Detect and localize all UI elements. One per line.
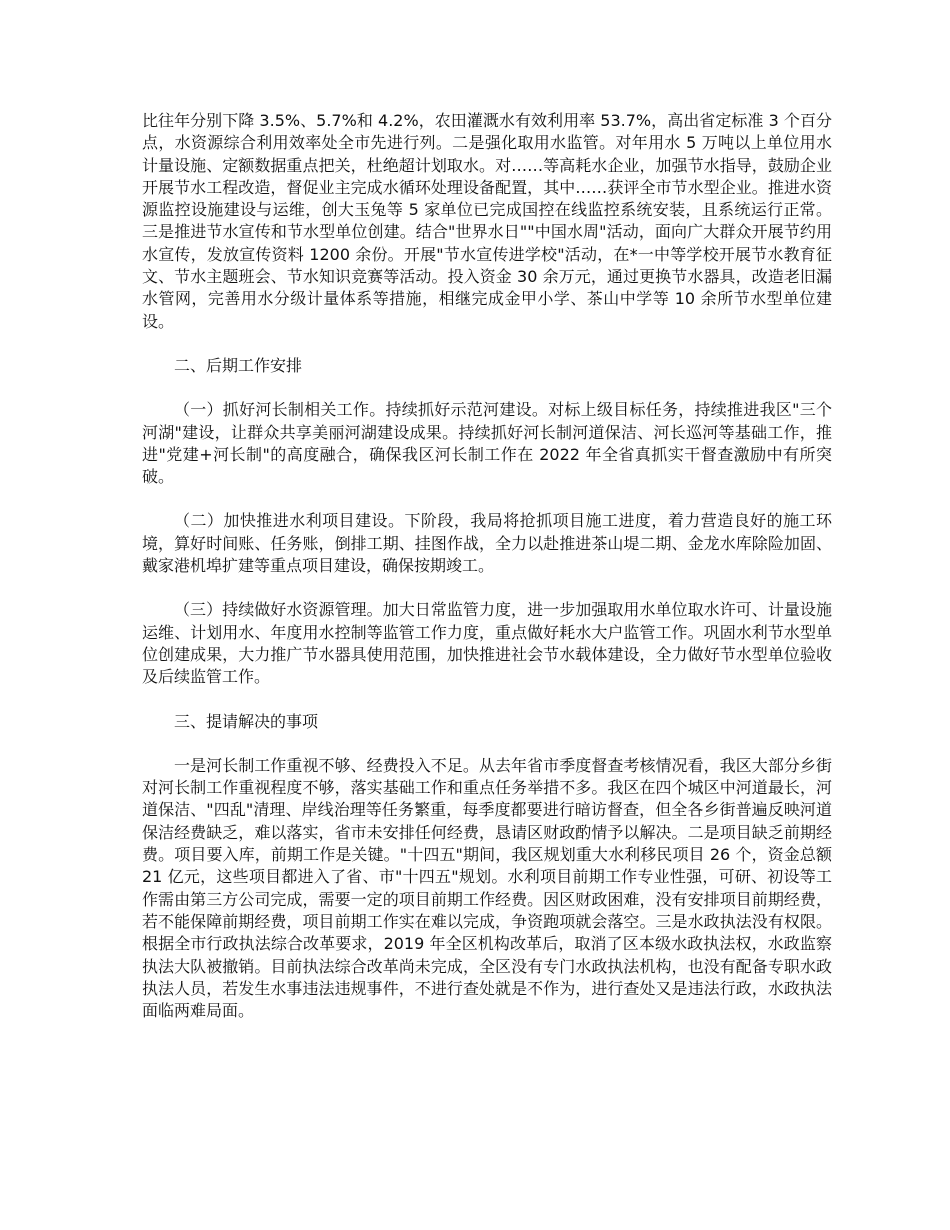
section-heading: 三、提请解决的事项 <box>174 711 319 731</box>
body-paragraph: 比往年分别下降 3.5%、5.7%和 4.2%，农田灌溉水有效利用率 53.7%，高出省定标准 3 个百分点，水资源综合利用效率处全市先进行列。二是强化取用水监管。对年用水 5 万吨以上单位用水计量设施、定额数据重点把关，杜绝超计划取水。对……等高耗水企业，加强节水指导，鼓励企业开展节水工程改造，督促业主完成水循环处理设备配置，其中……获评全市节水型企业。推进水资源监控设施建设与运维，创大玉兔等 5 家单位已完成国控在线监控系统安装，且系统运行正常。三是推进节水宣传和节水型单位创建。结合"世界水日""中国水周"活动，面向广大群众开展节约用水宣传，发放宣传资料 1200 余份。开展"节水宣传进学校"活动，在*一中等学校开展节水教育征文、节水主题班会、节水知识竞赛等活动。投入资金 30 余万元，通过更换节水器具，改造老旧漏水管网，完善用水分级计量体系等措施，相继完成金甲小学、茶山中学等 10 余所节水型单位建设。 <box>142 111 832 331</box>
document-page <box>142 110 832 1044</box>
body-paragraph: （一）抓好河长制相关工作。持续抓好示范河建设。对标上级目标任务，持续推进我区"三个河湖"建设，让群众共享美丽河湖建设成果。持续抓好河长制河道保洁、河长巡河等基础工作，推进"党建+河长制"的高度融合，确保我区河长制工作在 2022 年全省真抓实干督查激励中有所突破。 <box>142 400 832 487</box>
body-paragraph: （二）加快推进水利项目建设。下阶段，我局将抢抓项目施工进度，着力营造良好的施工环境，算好时间账、任务账，倒排工期、挂图作战，全力以赴推进茶山堤二期、金龙水库除险加固、戴家港机埠扩建等重点项目建设，确保按期竣工。 <box>142 511 832 576</box>
body-paragraph: 一是河长制工作重视不够、经费投入不足。从去年省市季度督查考核情况看，我区大部分乡街对河长制工作重视程度不够，落实基础工作和重点任务举措不多。我区在四个城区中河道最长，河道保洁、"四乱"清理、岸线治理等任务繁重，每季度都要进行暗访督查，但全各乡街普遍反映河道保洁经费缺乏，难以落实，省市未安排任何经费，恳请区财政酌情予以解决。二是项目缺乏前期经费。项目要入库，前期工作是关键。"十四五"期间，我区规划重大水利移民项目 26 个，资金总额 21 亿元，这些项目都进入了省、市"十四五"规划。水利项目前期工作专业性强，可研、初设等工作需由第三方公司完成，需要一定的项目前期工作经费。因区财政困难，没有安排项目前期经费，若不能保障前期经费，项目前期工作实在难以完成，争资跑项就会落空。三是水政执法没有权限。根据全市行政执法综合改革要求，2019 年全区机构改革后，取消了区本级水政执法权，水政监察执法大队被撤销。目前执法综合改革尚未完成，全区没有专门水政执法机构，也没有配备专职水政执法人员，若发生水事违法违规事件，不进行查处就是不作为，进行查处又是违法行政，水政执法面临两难局面。 <box>142 755 832 1021</box>
body-paragraph: （三）持续做好水资源管理。加大日常监管力度，进一步加强取用水单位取水许可、计量设施运维、计划用水、年度用水控制等监管工作力度，重点做好耗水大户监管工作。巩固水利节水型单位创建成果，大力推广节水器具使用范围，加快推进社会节水载体建设，全力做好节水型单位验收及后续监管工作。 <box>142 600 832 687</box>
section-heading: 二、后期工作安排 <box>174 355 303 375</box>
